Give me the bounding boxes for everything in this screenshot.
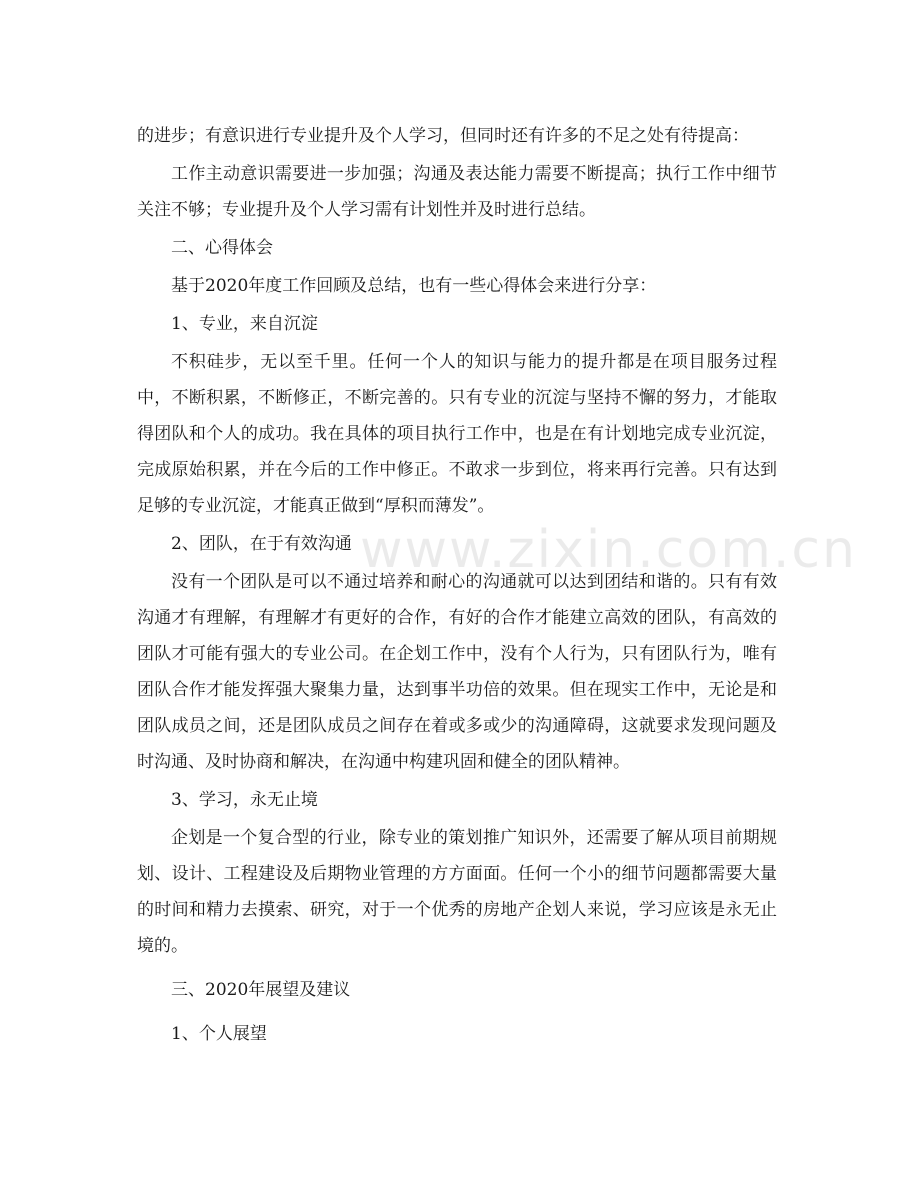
subheading-learning: 3、学习，永无止境 [171,790,318,810]
paragraph-learning: 企划是一个复合型的行业，除专业的策划推广知识外，还需要了解从项目前期规划、设计、工程建设及后期物业管理的方方面面。任何一个小的细节问题都需要大量的时间和精力去摸索、研究，对于一个优秀的房地产企划人来说，学习应该是永无止境的。 [137,828,777,956]
paragraph-professional: 不积硅步，无以至千里。任何一个人的知识与能力的提升都是在项目服务过程中，不断积累，不断修正，不断完善的。只有专业的沉淀与坚持不懈的努力，才能取得团队和个人的成功。我在具体的项目执行工作中，也是在有计划地完成专业沉淀，完成原始积累，并在今后的工作中修正。不敢求一步到位，将来再行完善。只有达到足够的专业沉淀，才能真正做到“厚积而薄发”。 [137,352,777,516]
paragraph-continued: 的进步；有意识进行专业提升及个人学习，但同时还有许多的不足之处有待提高： [137,126,749,146]
section-heading-outlook: 三、2020年展望及建议 [171,980,351,1000]
section-heading-insights: 二、心得体会 [171,238,273,258]
paragraph-team: 没有一个团队是可以不通过培养和耐心的沟通就可以达到团结和谐的。只有有效沟通才有理解，有理解才有更好的合作，有好的合作才能建立高效的团队，有高效的团队才可能有强大的专业公司。在企划工作中，没有个人行为，只有团队行为，唯有团队合作才能发挥强大聚集力量，达到事半功倍的效果。但在现实工作中，无论是和团队成员之间，还是团队成员之间存在着或多或少的沟通障碍，这就要求发现问题及时沟通、及时协商和解决，在沟通中构建巩固和健全的团队精神。 [137,572,777,772]
subheading-team: 2、团队，在于有效沟通 [171,534,352,554]
paragraph-intro-insights: 基于2020年度工作回顾及总结，也有一些心得体会来进行分享： [171,276,657,296]
subheading-personal-outlook: 1、个人展望 [171,1024,267,1044]
document-page [137,118,777,1052]
watermark: www.zixin.com.cn [360,520,857,580]
paragraph-shortcomings: 工作主动意识需要进一步加强；沟通及表达能力需要不断提高；执行工作中细节关注不够；专业提升及个人学习需有计划性并及时进行总结。 [137,164,777,220]
subheading-professional: 1、专业，来自沉淀 [171,314,318,334]
